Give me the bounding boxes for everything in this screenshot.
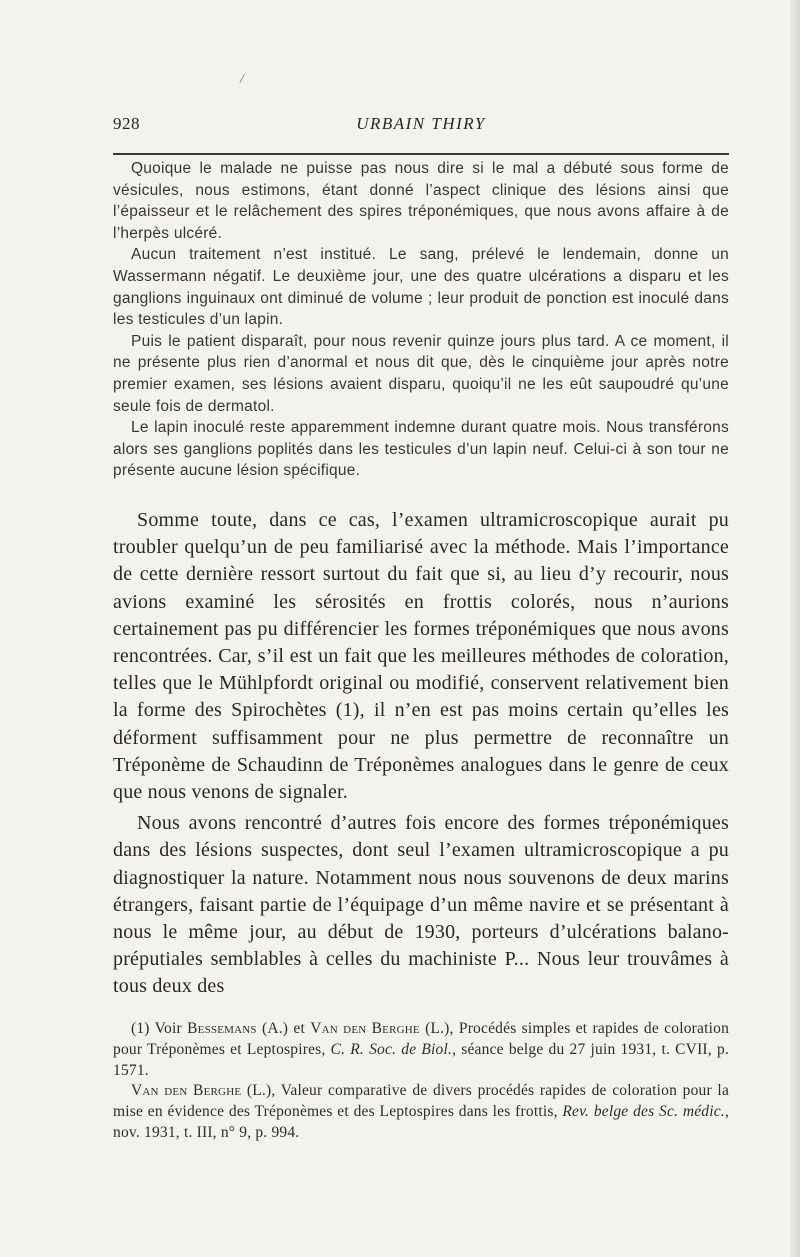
footnote-2: Van den Berghe (L.), Valeur comparative de divers procédés rapides de coloration pour la mise en évidence des Tréponèmes et des Leptospires dans les frottis, Rev. belge des Sc. médic., nov. 1931, t. III, n° 9, p. 994. [113, 1082, 730, 1141]
paragraph: Nous avons rencontré d’autres fois encore des formes tréponémiques dans des lésions suspectes, dont seul l’examen ultramicroscopique a pu diagnostiquer la nature. Notamment nous nous souvenons de deux marins étrangers, faisant partie de l’équipage d’un même navire et se présentant à nous le même jour, au début de 1930, porteurs d’ulcérations balano-préputiales semblables à celles du machiniste P... Nous leur trouvâmes à tous deux des [113, 812, 729, 998]
case-report-block [113, 158, 729, 482]
footnote-author: Bessemans [187, 1020, 257, 1037]
ink-speck: / [240, 72, 244, 87]
paragraph: Le lapin inoculé reste apparemment indemne durant quatre mois. Nous transférons alors ses ganglions poplités dans les testicules d’un lapin neuf. Celui-ci à son tour ne présente aucune lésion spécifique. [113, 419, 729, 480]
paragraph: Somme toute, dans ce cas, l’examen ultramicroscopique aurait pu troubler quelqu’un de peu familiarisé avec la méthode. Mais l’importance de cette dernière ressort surtout du fait que si, au lieu d’y recourir, nous avions examiné les sérosités en frottis colorés, nous n’aurions certainement pas pu différencier les formes tréponémiques que nous avons rencontrées. Car, s’il est un fait que les meilleures méthodes de coloration, telles que le Mühlpfordt original ou modifié, conservent relativement bien la forme des Spirochètes (1), il n’en est pas moins certain qu’elles les déforment suffisamment pour ne plus permettre de reconnaître un Tréponème de Schaudinn de Tréponèmes analogues dans le genre de ceux que nous venons de signaler. [113, 509, 729, 804]
running-header [113, 110, 729, 140]
footnotes [113, 1019, 729, 1144]
paragraph: Aucun traitement n’est institué. Le sang, prélevé le lendemain, donne un Wassermann négatif. Le deuxième jour, une des quatre ulcérations a disparu et les ganglions inguinaux ont diminué de volume ; leur produit de ponction est inoculé dans les testicules d’un lapin. [113, 246, 729, 329]
footnote-1: (1) Voir Bessemans (A.) et Van den Berghe (L.), Procédés simples et rapides de coloration pour Tréponèmes et Leptospires, C. R. Soc. de Biol., séance belge du 27 juin 1931, t. CVII, p. 1571. [113, 1020, 730, 1079]
running-title: URBAIN THIRY [356, 114, 486, 133]
body-text-block [113, 507, 729, 1001]
paragraph: Puis le patient disparaît, pour nous revenir quinze jours plus tard. A ce moment, il ne présente plus rien d’anormal et nous dit que, dès le cinquième jour après notre premier examen, ses lésions avaient disparu, quoiqu’il ne les eût saupoudré qu’une seule fois de dermatol. [113, 332, 729, 415]
journal-title: Rev. belge des Sc. médic. [562, 1103, 725, 1121]
page-number: 928 [113, 114, 140, 133]
footnote-author: Van den Berghe [131, 1082, 242, 1100]
journal-title: C. R. Soc. de Biol. [330, 1040, 453, 1058]
header-rule [113, 153, 729, 155]
page-edge [790, 0, 800, 1257]
footnote-author: Van den Berghe [310, 1020, 420, 1037]
paragraph: Quoique le malade ne puisse pas nous dire si le mal a débuté sous forme de vésicules, nous estimons, étant donné l’aspect clinique des lésions ainsi que l’épaisseur et le relâchement des spires tréponémiques, que nous avons affaire à de l’herpès ulcéré. [113, 160, 729, 242]
